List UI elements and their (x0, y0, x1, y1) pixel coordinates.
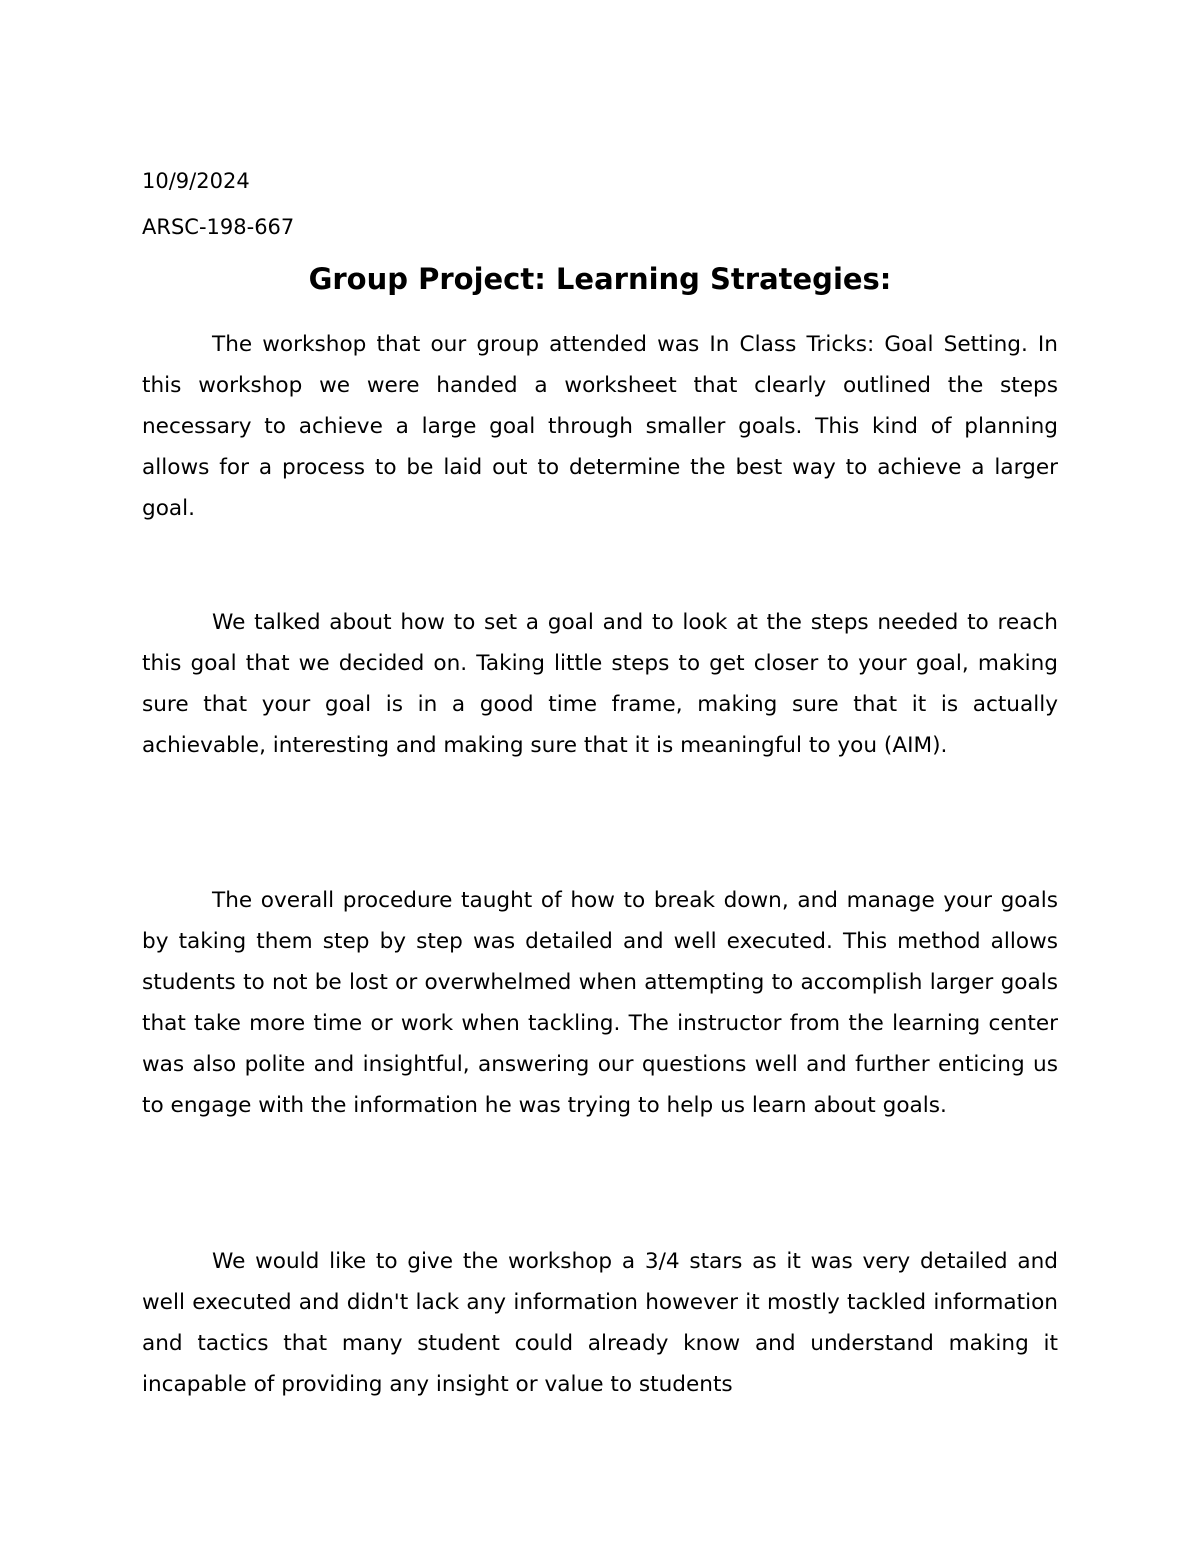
paragraph-workshop-intro: The workshop that our group attended was In Class Tricks: Goal Setting. In this workshop we were handed a worksheet that clearly outlined the steps necessary to achieve a large goal through smaller goals. This kind of planning allows for a process to be laid out to determine the best way to achieve a larger goal. (142, 332, 1058, 521)
paragraph-rating: We would like to give the workshop a 3/4 stars as it was very detailed and well executed and didn't lack any information however it mostly tackled information and tactics that many student could already know and understand making it incapable of providing any insight or value to students (142, 1249, 1058, 1397)
paragraph-procedure-review: The overall procedure taught of how to break down, and manage your goals by taking them step by step was detailed and well executed. This method allows students to not be lost or overwhelmed when attempting to accomplish larger goals that take more time or work when tackling. The instructor from the learning center was also polite and insightful, answering our questions well and further enticing us to engage with the information he was trying to help us learn about goals. (142, 888, 1058, 1118)
document-title: Group Project: Learning Strategies: (308, 262, 892, 296)
course-code: ARSC-198-667 (142, 215, 295, 239)
paragraph-goal-setting: We talked about how to set a goal and to look at the steps needed to reach this goal that we decided on. Taking little steps to get closer to your goal, making sure that your goal is in a good time frame, making sure that it is actually achievable, interesting and making sure that it is meaningful to you (AIM). (142, 610, 1058, 758)
document-date: 10/9/2024 (142, 169, 250, 193)
